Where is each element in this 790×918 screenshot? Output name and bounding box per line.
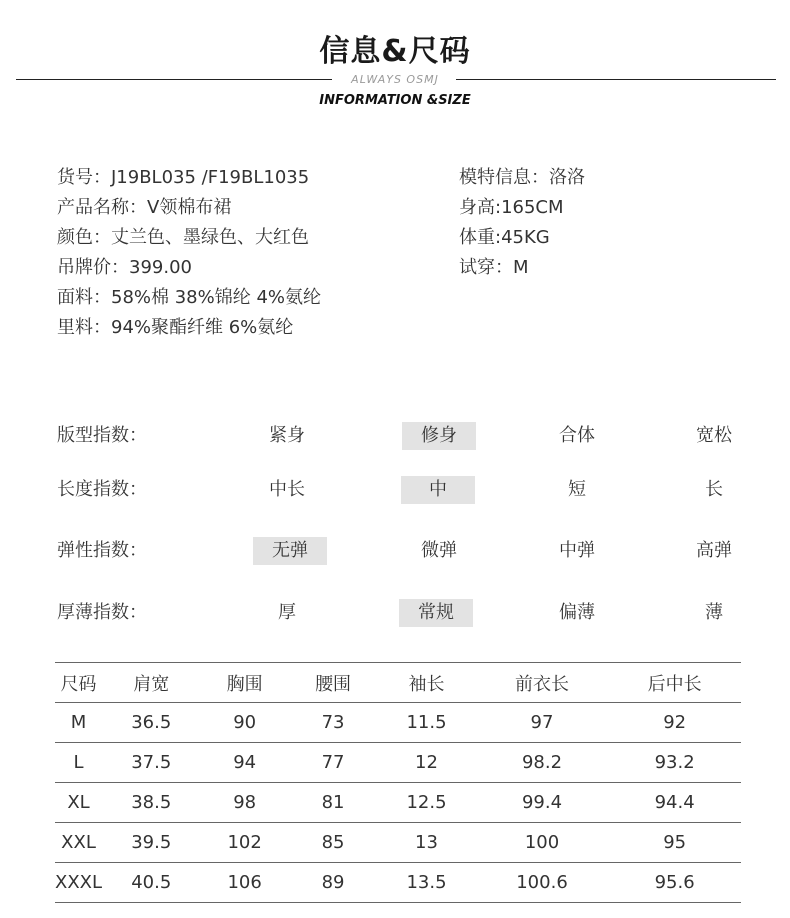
model-info-list (459, 163, 585, 283)
elasticity-index-option: 微弹 (421, 540, 457, 561)
column-header-waist: 腰围 (289, 663, 377, 703)
thickness-index-option: 厚 (278, 602, 296, 623)
section-subtitle: INFORMATION &SIZE (319, 93, 471, 108)
table-row (55, 823, 741, 863)
table-row (55, 743, 741, 783)
table-cell: 37.5 (102, 743, 200, 783)
product-fabric: 面料：58%棉 38%锦纶 4%氨纶 (57, 287, 322, 308)
thickness-index-option: 薄 (705, 602, 723, 623)
model-weight: 体重:45KG (459, 227, 550, 248)
length-index-label: 长度指数： (57, 479, 147, 500)
table-cell: 13.5 (377, 863, 475, 903)
table-cell: 12 (377, 743, 475, 783)
product-sku: 货号：J19BL035 /F19BL1035 (57, 167, 310, 188)
table-cell: 12.5 (377, 783, 475, 823)
table-cell: 95.6 (608, 863, 741, 903)
table-cell: 97 (476, 703, 609, 743)
brand-tagline: ALWAYS OSMJ (351, 73, 439, 86)
table-cell: 95 (608, 823, 741, 863)
size-table-header-row (55, 663, 741, 703)
table-cell: 98 (200, 783, 288, 823)
table-row (55, 783, 741, 823)
table-row (55, 863, 741, 903)
elasticity-index-option: 无弹 (253, 537, 327, 565)
length-index-option: 中 (401, 476, 475, 504)
fit-index-option: 修身 (402, 422, 476, 450)
table-cell: 40.5 (102, 863, 200, 903)
table-cell: XXXL (55, 863, 102, 903)
fit-index-label: 版型指数： (57, 425, 147, 446)
thickness-index-label: 厚薄指数： (57, 602, 147, 623)
elasticity-index-option: 高弹 (696, 540, 732, 561)
elasticity-index-option: 中弹 (559, 540, 595, 561)
page-title: 信息&尺码 (319, 34, 471, 69)
size-table (55, 662, 741, 903)
table-cell: 102 (200, 823, 288, 863)
table-cell: 100.6 (476, 863, 609, 903)
table-cell: 38.5 (102, 783, 200, 823)
fit-index-option: 宽松 (696, 425, 732, 446)
table-cell: 77 (289, 743, 377, 783)
table-cell: 98.2 (476, 743, 609, 783)
length-index-option: 中长 (269, 479, 305, 500)
model-height: 身高:165CM (459, 197, 564, 218)
model-fitting-size: 试穿：M (459, 257, 529, 278)
table-cell: 100 (476, 823, 609, 863)
table-cell: 11.5 (377, 703, 475, 743)
table-cell: 36.5 (102, 703, 200, 743)
column-header-back-length: 后中长 (608, 663, 741, 703)
column-header-shoulder: 肩宽 (102, 663, 200, 703)
table-cell: XXL (55, 823, 102, 863)
table-cell: 90 (200, 703, 288, 743)
table-cell: XL (55, 783, 102, 823)
table-cell: 73 (289, 703, 377, 743)
column-header-size: 尺码 (55, 663, 102, 703)
table-cell: 39.5 (102, 823, 200, 863)
product-lining: 里料：94%聚酯纤维 6%氨纶 (57, 317, 294, 338)
table-cell: 93.2 (608, 743, 741, 783)
fit-index-option: 合体 (559, 425, 595, 446)
table-cell: 99.4 (476, 783, 609, 823)
table-row (55, 703, 741, 743)
table-cell: 94.4 (608, 783, 741, 823)
length-index-option: 长 (705, 479, 723, 500)
table-cell: 13 (377, 823, 475, 863)
product-price: 吊牌价：399.00 (57, 257, 192, 278)
length-index-option: 短 (568, 479, 586, 500)
table-cell: 92 (608, 703, 741, 743)
table-cell: 85 (289, 823, 377, 863)
column-header-sleeve: 袖长 (377, 663, 475, 703)
table-cell: 81 (289, 783, 377, 823)
table-cell: 106 (200, 863, 288, 903)
fit-index-option: 紧身 (269, 425, 305, 446)
model-name: 模特信息：洛洛 (459, 167, 585, 188)
column-header-bust: 胸围 (200, 663, 288, 703)
table-cell: 94 (200, 743, 288, 783)
table-cell: L (55, 743, 102, 783)
thickness-index-option: 常规 (399, 599, 473, 627)
thickness-index-option: 偏薄 (559, 602, 595, 623)
table-cell: 89 (289, 863, 377, 903)
product-info-list (57, 163, 321, 343)
table-cell: M (55, 703, 102, 743)
product-colors: 颜色：丈兰色、墨绿色、大红色 (57, 227, 309, 248)
product-name: 产品名称：V领棉布裙 (57, 197, 232, 218)
elasticity-index-label: 弹性指数： (57, 540, 147, 561)
column-header-front-length: 前衣长 (476, 663, 609, 703)
